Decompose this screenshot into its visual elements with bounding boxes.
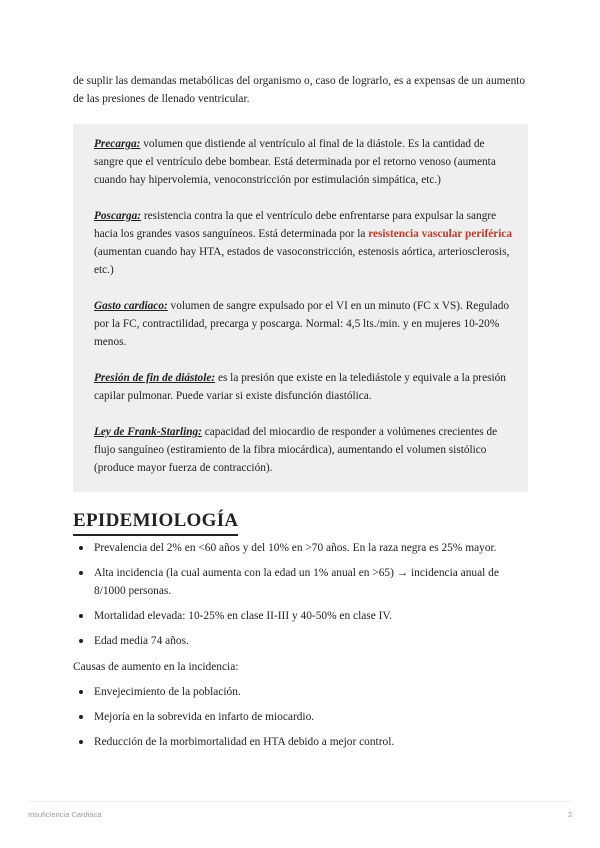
- page-number: 2: [567, 810, 572, 819]
- definition-text: volumen que distiende al ventrículo al final de la diástole. Es la cantidad de sangre que el ventrículo debe bombear. Está determinada por el retorno venoso (aumenta cuando hay hipervolemia, venoconstricción por estimulación simpática, etc.): [94, 138, 496, 186]
- footer-title: Insuficiencia Cardiaca: [28, 810, 102, 819]
- list-item-text: Alta incidencia (la cual aumenta con la edad un 1% anual en >65) → incidencia anual de 8/1000 personas.: [94, 567, 499, 597]
- list-item-text: Envejecimiento de la población.: [94, 686, 241, 698]
- definition-poscarga: [94, 207, 514, 279]
- list-item: [73, 564, 528, 600]
- list-item-text: Prevalencia del 2% en <60 años y del 10% en >70 años. En la raza negra es 25% mayor.: [94, 542, 497, 554]
- definition-term: Presión de fin de diástole:: [94, 372, 216, 384]
- footer-divider: [28, 801, 572, 802]
- definition-text: resistencia contra la que el ventrículo debe enfrentarse para expulsar la sangre hacia los grandes vasos sanguíneos. Está determinada por la: [94, 210, 497, 240]
- definition-text: volumen de sangre expulsado por el VI en un minuto (FC x VS). Regulado por la FC, contractilidad, precarga y poscarga. Normal: 4,5 lts./min. y en mujeres 10-20% menos.: [94, 300, 510, 348]
- bullet-icon: [79, 571, 83, 575]
- definition-term: Precarga:: [94, 138, 141, 150]
- section-title: EPIDEMIOLOGÍA: [73, 510, 238, 536]
- bullet-icon: [79, 715, 83, 719]
- definition-text: (aumentan cuando hay HTA, estados de vasoconstricción, estenosis aórtica, arteriosclerosis, etc.): [94, 246, 510, 276]
- list-item: [73, 733, 528, 751]
- causes-label: Causas de aumento en la incidencia:: [73, 661, 239, 673]
- list-item: [73, 539, 528, 557]
- list-item: [73, 708, 528, 726]
- definition-term: Gasto cardiaco:: [94, 300, 168, 312]
- definition-text: es la presión que existe en la telediástole y equivale a la presión capilar pulmonar. Puede variar si existe disfunción diastólica.: [94, 372, 506, 402]
- definition-term: Ley de Frank-Starling:: [94, 426, 202, 438]
- list-item-text: Mejoría en la sobrevida en infarto de miocardio.: [94, 711, 315, 723]
- bullet-icon: [79, 614, 83, 618]
- bullet-icon: [79, 690, 83, 694]
- epidemiology-list: [73, 539, 528, 657]
- definition-term: Poscarga:: [94, 210, 142, 222]
- list-item-text: Mortalidad elevada: 10-25% en clase II-III y 40-50% en clase IV.: [94, 610, 393, 622]
- definitions-box: [73, 124, 528, 492]
- definition-presion-fin-diastole: [94, 369, 514, 405]
- list-item-text: Reducción de la morbimortalidad en HTA debido a mejor control.: [94, 736, 395, 748]
- list-item: [73, 683, 528, 701]
- bullet-icon: [79, 639, 83, 643]
- definition-gasto-cardiaco: [94, 297, 514, 351]
- definition-precarga: [94, 135, 514, 189]
- bullet-icon: [79, 546, 83, 550]
- causes-list: [73, 683, 528, 758]
- list-item: [73, 607, 528, 625]
- bullet-icon: [79, 740, 83, 744]
- definition-frank-starling: [94, 423, 514, 477]
- definition-text: capacidad del miocardio de responder a volúmenes crecientes de flujo sanguíneo (estiramiento de la fibra miocárdica), aumentando el volumen sistólico (produce mayor fuerza de contracción).: [94, 426, 498, 474]
- intro-paragraph: de suplir las demandas metabólicas del organismo o, caso de lograrlo, es a expensas de un aumento de las presiones de llenado ventricular.: [73, 75, 526, 105]
- highlighted-term: resistencia vascular periférica: [368, 228, 513, 240]
- list-item: [73, 632, 528, 650]
- list-item-text: Edad media 74 años.: [94, 635, 189, 647]
